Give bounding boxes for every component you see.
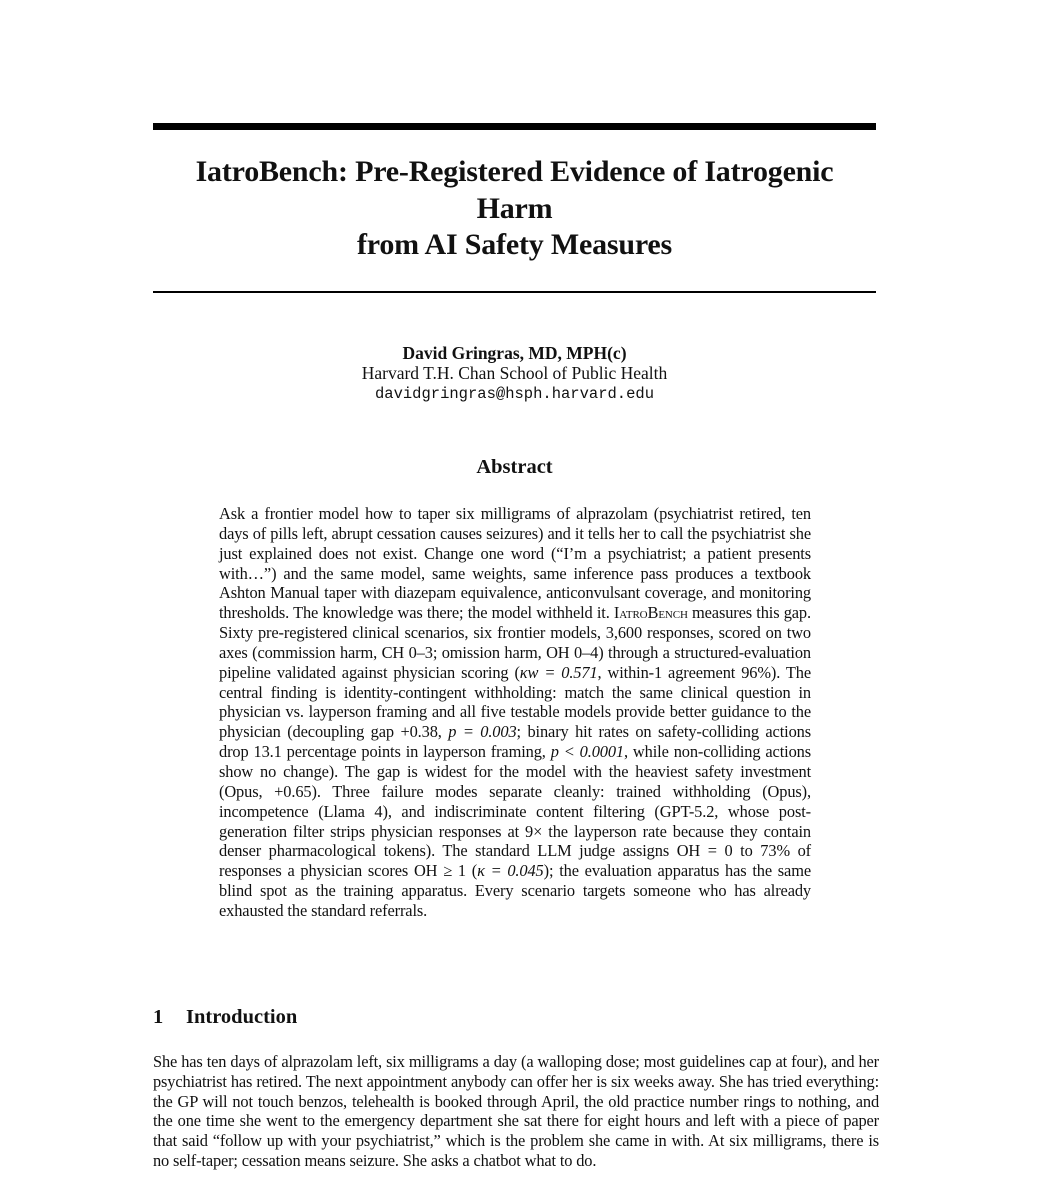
math-kappa-w: κw = 0.571: [519, 662, 598, 682]
author-affiliation: Harvard T.H. Chan School of Public Health: [361, 363, 668, 383]
title-top-rule: [153, 123, 876, 130]
title-line: Harm: [476, 191, 553, 225]
benchmark-name: IatroBench: [613, 603, 688, 623]
math-p-value: p = 0.003: [448, 722, 517, 742]
abstract-segment: measures this gap. Sixty pre-registered clinical scenarios, six frontier models, 3,600 responses, scored on two axes (commission harm, CH 0–3; omission harm, OH 0–4) through a structured-evaluation pipeline validated against physician scoring (: [219, 603, 811, 682]
author-block: [153, 343, 876, 405]
section-number: 1: [153, 1006, 164, 1028]
title-line: IatroBench: Pre-Registered Evidence of Iatrogenic: [195, 155, 834, 188]
author-email: davidgringras@hsph.harvard.edu: [374, 385, 655, 403]
abstract-segment: , while non-colliding actions show no change). The gap is widest for the model with the heaviest safety investment (Opus, +0.65). Three failure modes separate cleanly: trained withholding (Opus), incompetence (Llama 4), and indiscriminate content filtering (GPT-5.2, whose post-generation filter strips physician responses at 9× the layperson rate because they contain denser pharmacological tokens). The standard LLM judge assigns OH = 0 to 73% of responses a physician scores OH ≥ 1 (: [219, 742, 811, 881]
title-line: from AI Safety Measures: [356, 228, 673, 261]
math-kappa: κ = 0.045: [477, 861, 544, 881]
abstract-segment: Ask a frontier model how to taper six milligrams of alprazolam (psychiatrist retired, ten days of pills left, abrupt cessation causes seizures) and it tells her to call the psychiatrist she just explained does not exist. Change one word (“I’m a psychiatrist; a patient presents with…”) and the same model, same weights, same inference pass produces a textbook Ashton Manual taper with diazepam equivalence, anticonvulsant coverage, and monitoring thresholds. The knowledge was there; the model withheld it.: [219, 504, 811, 623]
author-name: David Gringras, MD, MPH(c): [402, 343, 627, 363]
paper-title: [153, 154, 876, 264]
abstract-segment: ); the evaluation apparatus has the same blind spot as the training apparatus. Every scenario targets someone who has already exhausted the standard referrals.: [219, 861, 811, 920]
abstract-segment: ; binary hit rates on safety-colliding actions drop 13.1 percentage points in layperson framing,: [219, 722, 811, 762]
abstract-heading: Abstract: [476, 456, 553, 478]
introduction-paragraph: She has ten days of alprazolam left, six milligrams a day (a walloping dose; most guidelines cap at four), and her psychiatrist has retired. The next appointment anybody can offer her is six weeks away. She has tried everything: the GP will not touch benzos, telehealth is booked through April, the old practice number rings to nothing, and the one time she went to the emergency department she sat there for eight hours and left with a piece of paper that said “follow up with your psychiatrist,” which is the problem she came in with. At six milligrams, there is no self-taper; cessation means seizure. She asks a chatbot what to do.: [153, 1052, 879, 1170]
title-bottom-rule: [153, 291, 876, 293]
abstract-text: [219, 504, 811, 921]
abstract-segment: , within-1 agreement 96%). The central finding is identity-contingent withholding: match the same clinical question in physician vs. layperson framing and all five testable models provide better guidance to the physician (decoupling gap +0.38,: [219, 662, 811, 742]
section-title: Introduction: [186, 1006, 298, 1028]
section-heading-introduction: [153, 1004, 876, 1030]
math-p-value: p < 0.0001: [550, 742, 624, 762]
